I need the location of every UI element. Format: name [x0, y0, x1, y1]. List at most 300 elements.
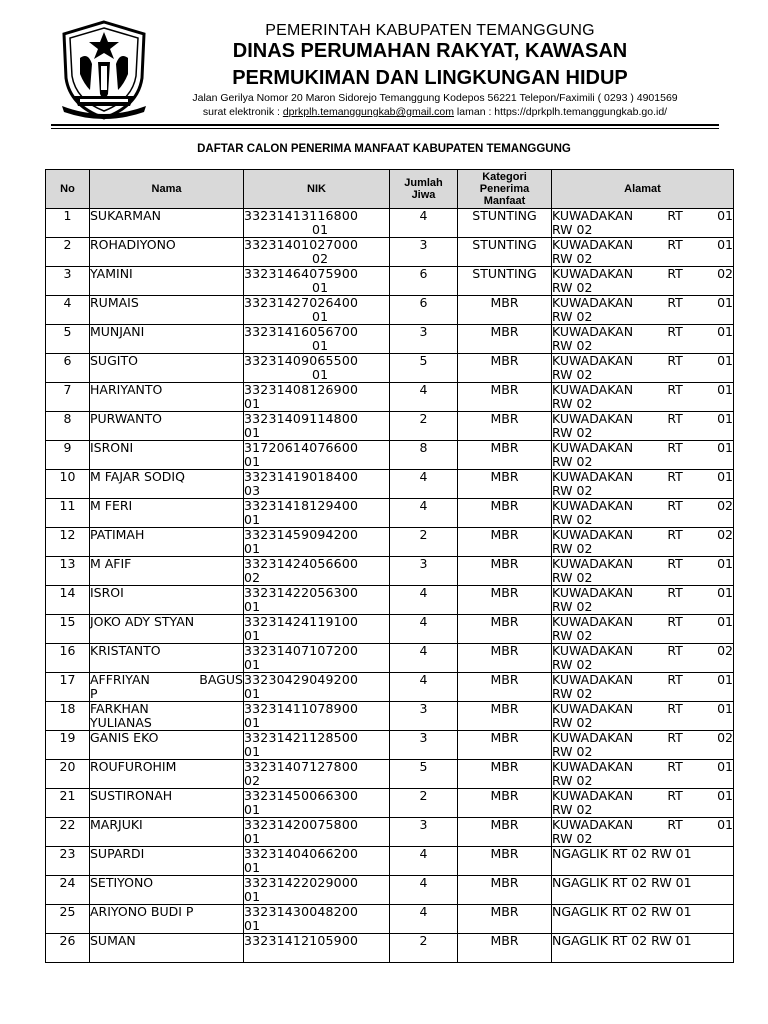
- cell-alamat: [552, 557, 734, 586]
- cell-alamat: [552, 905, 734, 934]
- cell-no: 26: [46, 934, 90, 963]
- cell-no: 1: [46, 209, 90, 238]
- table-row: [46, 557, 734, 586]
- nik-line1: 33231422029000: [244, 875, 359, 890]
- table-row: [46, 325, 734, 354]
- cell-nik: [244, 818, 390, 847]
- nik-line1: 33231424056600: [244, 556, 359, 571]
- nik-line1: 33231404066200: [244, 846, 359, 861]
- table-row: [46, 760, 734, 789]
- cell-alamat: [552, 528, 734, 557]
- header-kat-line3: Manfaat: [483, 195, 526, 207]
- cell-no: 24: [46, 876, 90, 905]
- cell-nik: [244, 702, 390, 731]
- nik-line2: 01: [244, 541, 261, 556]
- alamat-line2: RW 02: [552, 744, 593, 759]
- cell-alamat: [552, 673, 734, 702]
- cell-nama: HARIYANTO: [90, 383, 244, 412]
- cell-alamat: [552, 876, 734, 905]
- cell-jumlah-jiwa: 4: [390, 470, 458, 499]
- cell-jumlah-jiwa: 3: [390, 238, 458, 267]
- cell-no: 16: [46, 644, 90, 673]
- cell-nik: [244, 354, 390, 383]
- alamat-line1: KUWADAKAN RT 01: [552, 788, 733, 803]
- alamat-line2: RW 02: [552, 599, 593, 614]
- cell-jumlah-jiwa: 6: [390, 296, 458, 325]
- cell-nama: SUGITO: [90, 354, 244, 383]
- header-jumlah-jiwa: [390, 170, 458, 209]
- cell-no: 2: [46, 238, 90, 267]
- cell-nik: [244, 528, 390, 557]
- alamat-line2: RW 02: [552, 570, 593, 585]
- cell-alamat: [552, 238, 734, 267]
- alamat-line1: KUWADAKAN RT 01: [552, 208, 733, 223]
- alamat-line2: RW 02: [552, 222, 593, 237]
- nik-line2: 01: [244, 744, 261, 759]
- nik-line2: 01: [244, 918, 261, 933]
- email-link[interactable]: dprkplh.temanggungkab@gmail.com: [282, 106, 455, 118]
- nik-line2: 03: [244, 483, 261, 498]
- nik-line1: 33231430048200: [244, 904, 359, 919]
- alamat-line1: KUWADAKAN RT 01: [552, 382, 733, 397]
- alamat-line1: KUWADAKAN RT 01: [552, 614, 733, 629]
- alamat-line1: NGAGLIK RT 02 RW 01: [552, 846, 692, 861]
- nik-line2: 01: [244, 889, 261, 904]
- nik-line1: 33231416056700: [244, 324, 359, 339]
- cell-no: 5: [46, 325, 90, 354]
- alamat-line1: KUWADAKAN RT 01: [552, 353, 733, 368]
- cell-kategori: MBR: [458, 470, 552, 499]
- header-kategori: [458, 170, 552, 209]
- cell-jumlah-jiwa: 3: [390, 325, 458, 354]
- cell-alamat: [552, 702, 734, 731]
- table-row: [46, 818, 734, 847]
- nik-line1: 33231464075900: [244, 266, 359, 281]
- table-row: [46, 267, 734, 296]
- cell-nik: [244, 325, 390, 354]
- header-contact: [160, 106, 710, 118]
- nik-line2: 01: [244, 425, 261, 440]
- alamat-line2: RW 02: [552, 512, 593, 527]
- cell-nama: [90, 673, 244, 702]
- cell-alamat: [552, 731, 734, 760]
- cell-no: 11: [46, 499, 90, 528]
- kabupaten-temanggung-crest-icon: [58, 18, 150, 124]
- cell-kategori: STUNTING: [458, 267, 552, 296]
- header-nama: Nama: [90, 170, 244, 209]
- nik-line2: 01: [244, 831, 261, 846]
- cell-kategori: MBR: [458, 441, 552, 470]
- cell-no: 3: [46, 267, 90, 296]
- alamat-line2: RW 02: [552, 396, 593, 411]
- table-row: [46, 905, 734, 934]
- cell-alamat: [552, 441, 734, 470]
- alamat-line1: KUWADAKAN RT 02: [552, 266, 733, 281]
- cell-alamat: [552, 383, 734, 412]
- alamat-line1: KUWADAKAN RT 02: [552, 527, 733, 542]
- header-agency-line2: PERMUKIMAN DAN LINGKUNGAN HIDUP: [232, 67, 628, 89]
- cell-no: 12: [46, 528, 90, 557]
- alamat-line1: KUWADAKAN RT 01: [552, 817, 733, 832]
- cell-jumlah-jiwa: 3: [390, 818, 458, 847]
- cell-kategori: MBR: [458, 905, 552, 934]
- nik-line2: 01: [244, 396, 261, 411]
- cell-no: 8: [46, 412, 90, 441]
- nik-line2: 02: [312, 251, 329, 266]
- nik-line2: 01: [312, 309, 329, 324]
- nik-line2: 01: [312, 280, 329, 295]
- cell-nama: M AFIF: [90, 557, 244, 586]
- cell-no: 19: [46, 731, 90, 760]
- table-row: [46, 673, 734, 702]
- cell-kategori: MBR: [458, 296, 552, 325]
- table-row: [46, 412, 734, 441]
- cell-kategori: STUNTING: [458, 209, 552, 238]
- nik-line1: 33231424119100: [244, 614, 359, 629]
- nik-line1: 33231412105900: [244, 933, 359, 948]
- cell-nik: [244, 209, 390, 238]
- alamat-line2: RW 02: [552, 251, 593, 266]
- cell-kategori: MBR: [458, 731, 552, 760]
- table-row: [46, 296, 734, 325]
- cell-alamat: [552, 267, 734, 296]
- cell-nik: [244, 673, 390, 702]
- nik-line2: 01: [244, 599, 261, 614]
- cell-nama: SUMAN: [90, 934, 244, 963]
- cell-alamat: [552, 615, 734, 644]
- cell-no: 21: [46, 789, 90, 818]
- cell-alamat: [552, 847, 734, 876]
- cell-nik: [244, 586, 390, 615]
- cell-nama: KRISTANTO: [90, 644, 244, 673]
- nik-line1: 33231450066300: [244, 788, 359, 803]
- cell-kategori: MBR: [458, 557, 552, 586]
- cell-nama: ROUFUROHIM: [90, 760, 244, 789]
- cell-jumlah-jiwa: 4: [390, 499, 458, 528]
- cell-alamat: [552, 412, 734, 441]
- cell-nama: M FERI: [90, 499, 244, 528]
- cell-nama: GANIS EKO: [90, 731, 244, 760]
- nik-line2: 02: [244, 570, 261, 585]
- cell-jumlah-jiwa: 3: [390, 557, 458, 586]
- cell-no: 17: [46, 673, 90, 702]
- website-link[interactable]: https://dprkplh.temanggungkab.go.id/: [494, 106, 668, 118]
- cell-jumlah-jiwa: 4: [390, 673, 458, 702]
- alamat-line1: KUWADAKAN RT 02: [552, 643, 733, 658]
- cell-jumlah-jiwa: 3: [390, 731, 458, 760]
- alamat-line1: NGAGLIK RT 02 RW 01: [552, 904, 692, 919]
- nik-line2: 01: [244, 860, 261, 875]
- table-row: [46, 644, 734, 673]
- alamat-line2: RW 02: [552, 309, 593, 324]
- cell-kategori: MBR: [458, 789, 552, 818]
- cell-kategori: MBR: [458, 586, 552, 615]
- cell-no: 14: [46, 586, 90, 615]
- cell-alamat: [552, 325, 734, 354]
- cell-jumlah-jiwa: 4: [390, 209, 458, 238]
- letterhead: [0, 0, 768, 118]
- cell-nama: M FAJAR SODIQ: [90, 470, 244, 499]
- cell-kategori: MBR: [458, 673, 552, 702]
- cell-nama: MARJUKI: [90, 818, 244, 847]
- table-row: [46, 383, 734, 412]
- cell-no: 15: [46, 615, 90, 644]
- alamat-line2: RW 02: [552, 686, 593, 701]
- cell-nama: JOKO ADY STYAN: [90, 615, 244, 644]
- table-row: [46, 354, 734, 383]
- cell-nama: SETIYONO: [90, 876, 244, 905]
- nik-line1: 33231459094200: [244, 527, 359, 542]
- cell-nama: ISRONI: [90, 441, 244, 470]
- alamat-line2: RW 02: [552, 802, 593, 817]
- alamat-line1: KUWADAKAN RT 01: [552, 469, 733, 484]
- cell-jumlah-jiwa: 4: [390, 876, 458, 905]
- cell-jumlah-jiwa: 2: [390, 934, 458, 963]
- alamat-line1: KUWADAKAN RT 01: [552, 237, 733, 252]
- table-row: [46, 847, 734, 876]
- cell-jumlah-jiwa: 8: [390, 441, 458, 470]
- table-row: [46, 702, 734, 731]
- cell-kategori: MBR: [458, 644, 552, 673]
- cell-nama: ARIYONO BUDI P: [90, 905, 244, 934]
- cell-alamat: [552, 818, 734, 847]
- table-row: [46, 470, 734, 499]
- nik-line1: 33231421128500: [244, 730, 359, 745]
- cell-kategori: MBR: [458, 354, 552, 383]
- alamat-line2: RW 02: [552, 541, 593, 556]
- cell-no: 10: [46, 470, 90, 499]
- alamat-line2: RW 02: [552, 483, 593, 498]
- header-rule-thick: [51, 124, 719, 126]
- alamat-line1: KUWADAKAN RT 01: [552, 556, 733, 571]
- nama-line1: AFFRIYAN BAGUS: [90, 672, 243, 687]
- nik-line1: 31720614076600: [244, 440, 359, 455]
- nik-line2: 01: [312, 222, 329, 237]
- cell-nik: [244, 412, 390, 441]
- cell-alamat: [552, 354, 734, 383]
- cell-kategori: MBR: [458, 876, 552, 905]
- header-agency-line1: DINAS PERUMAHAN RAKYAT, KAWASAN: [232, 40, 628, 62]
- cell-jumlah-jiwa: 2: [390, 528, 458, 557]
- cell-nama: ISROI: [90, 586, 244, 615]
- cell-alamat: [552, 499, 734, 528]
- cell-kategori: MBR: [458, 412, 552, 441]
- cell-jumlah-jiwa: 4: [390, 615, 458, 644]
- cell-nama: PATIMAH: [90, 528, 244, 557]
- cell-nik: [244, 615, 390, 644]
- nik-line2: 02: [244, 773, 261, 788]
- nik-line2: 01: [244, 512, 261, 527]
- alamat-line1: KUWADAKAN RT 02: [552, 498, 733, 513]
- nik-line1: 33231418129400: [244, 498, 359, 513]
- table-row: [46, 499, 734, 528]
- cell-nik: [244, 644, 390, 673]
- nik-line2: 01: [244, 454, 261, 469]
- nama-line2: YULIANAS: [90, 715, 152, 730]
- alamat-line1: KUWADAKAN RT 01: [552, 585, 733, 600]
- cell-nama: MUNJANI: [90, 325, 244, 354]
- cell-no: 20: [46, 760, 90, 789]
- cell-jumlah-jiwa: 4: [390, 905, 458, 934]
- cell-nama: RUMAIS: [90, 296, 244, 325]
- cell-kategori: MBR: [458, 383, 552, 412]
- cell-nik: [244, 847, 390, 876]
- document-title: DAFTAR CALON PENERIMA MANFAAT KABUPATEN TEMANGGUNG: [197, 143, 571, 155]
- cell-nik: [244, 934, 390, 963]
- cell-alamat: [552, 209, 734, 238]
- cell-alamat: [552, 760, 734, 789]
- cell-no: 7: [46, 383, 90, 412]
- cell-nama: YAMINI: [90, 267, 244, 296]
- cell-kategori: MBR: [458, 847, 552, 876]
- cell-jumlah-jiwa: 6: [390, 267, 458, 296]
- nik-line1: 33231427026400: [244, 295, 359, 310]
- table-row: [46, 441, 734, 470]
- cell-kategori: MBR: [458, 760, 552, 789]
- nik-line1: 33231422056300: [244, 585, 359, 600]
- nik-line2: 01: [244, 628, 261, 643]
- nik-line1: 33231419018400: [244, 469, 359, 484]
- alamat-line2: RW 02: [552, 628, 593, 643]
- cell-no: 9: [46, 441, 90, 470]
- alamat-line2: RW 02: [552, 367, 593, 382]
- nik-line1: 33231409114800: [244, 411, 359, 426]
- table-row: [46, 789, 734, 818]
- header-jiwa-line2: Jiwa: [411, 189, 436, 201]
- nik-line1: 33231407127800: [244, 759, 359, 774]
- alamat-line2: RW 02: [552, 280, 593, 295]
- cell-kategori: MBR: [458, 615, 552, 644]
- cell-nik: [244, 760, 390, 789]
- nik-line1: 33231407107200: [244, 643, 359, 658]
- cell-jumlah-jiwa: 5: [390, 354, 458, 383]
- alamat-line1: KUWADAKAN RT 01: [552, 295, 733, 310]
- cell-nik: [244, 499, 390, 528]
- cell-kategori: MBR: [458, 528, 552, 557]
- cell-no: 13: [46, 557, 90, 586]
- cell-alamat: [552, 586, 734, 615]
- cell-nik: [244, 267, 390, 296]
- header-no: No: [46, 170, 90, 209]
- table-row: [46, 876, 734, 905]
- alamat-line1: KUWADAKAN RT 01: [552, 759, 733, 774]
- cell-nama: SUSTIRONAH: [90, 789, 244, 818]
- cell-alamat: [552, 789, 734, 818]
- table-row: [46, 209, 734, 238]
- nik-line1: 33231409065500: [244, 353, 359, 368]
- cell-jumlah-jiwa: 3: [390, 702, 458, 731]
- cell-no: 23: [46, 847, 90, 876]
- cell-nama: SUPARDI: [90, 847, 244, 876]
- cell-nama: PURWANTO: [90, 412, 244, 441]
- cell-no: 4: [46, 296, 90, 325]
- nik-line1: 33231420075800: [244, 817, 359, 832]
- table-row: [46, 615, 734, 644]
- alamat-line1: KUWADAKAN RT 01: [552, 672, 733, 687]
- header-alamat: Alamat: [552, 170, 734, 209]
- nik-line1: 33230429049200: [244, 672, 359, 687]
- alamat-line2: RW 02: [552, 715, 593, 730]
- alamat-line2: RW 02: [552, 773, 593, 788]
- cell-no: 6: [46, 354, 90, 383]
- cell-jumlah-jiwa: 4: [390, 383, 458, 412]
- cell-jumlah-jiwa: 2: [390, 789, 458, 818]
- cell-jumlah-jiwa: 2: [390, 412, 458, 441]
- table-row: [46, 528, 734, 557]
- alamat-line1: KUWADAKAN RT 01: [552, 411, 733, 426]
- header-address: Jalan Gerilya Nomor 20 Maron Sidorejo Temanggung Kodepos 56221 Telepon/Faximili ( 0293 ) 4901569: [192, 92, 678, 104]
- alamat-line2: RW 02: [552, 425, 593, 440]
- cell-no: 18: [46, 702, 90, 731]
- cell-nik: [244, 238, 390, 267]
- table-row: [46, 731, 734, 760]
- cell-nik: [244, 731, 390, 760]
- cell-nama: [90, 702, 244, 731]
- cell-nik: [244, 876, 390, 905]
- nik-line1: 33231408126900: [244, 382, 359, 397]
- alamat-line1: NGAGLIK RT 02 RW 01: [552, 875, 692, 890]
- nik-line2: 01: [244, 802, 261, 817]
- beneficiary-table: [45, 169, 734, 963]
- cell-no: 25: [46, 905, 90, 934]
- cell-nik: [244, 470, 390, 499]
- nik-line2: 01: [244, 657, 261, 672]
- header-government: PEMERINTAH KABUPATEN TEMANGGUNG: [265, 22, 595, 39]
- cell-nik: [244, 296, 390, 325]
- nik-line1: 33231413116800: [244, 208, 359, 223]
- cell-alamat: [552, 644, 734, 673]
- cell-nik: [244, 383, 390, 412]
- cell-alamat: [552, 470, 734, 499]
- cell-jumlah-jiwa: 4: [390, 847, 458, 876]
- alamat-line2: RW 02: [552, 657, 593, 672]
- alamat-line1: KUWADAKAN RT 01: [552, 324, 733, 339]
- table-header-row: [46, 170, 734, 209]
- cell-nik: [244, 557, 390, 586]
- cell-nik: [244, 905, 390, 934]
- nik-line1: 33231401027000: [244, 237, 359, 252]
- cell-kategori: STUNTING: [458, 238, 552, 267]
- table-row: [46, 238, 734, 267]
- cell-no: 22: [46, 818, 90, 847]
- nik-line1: 33231411078900: [244, 701, 359, 716]
- table-row: [46, 586, 734, 615]
- header-jiwa-line1: Jumlah: [404, 177, 443, 189]
- header-kat-line2: Penerima: [479, 183, 530, 195]
- alamat-line2: RW 02: [552, 831, 593, 846]
- cell-alamat: [552, 934, 734, 963]
- cell-nik: [244, 441, 390, 470]
- alamat-line1: KUWADAKAN RT 01: [552, 440, 733, 455]
- nik-line2: 01: [244, 715, 261, 730]
- nik-line2: 01: [244, 686, 261, 701]
- header-kat-line1: Kategori: [482, 171, 527, 183]
- alamat-line1: NGAGLIK RT 02 RW 01: [552, 933, 692, 948]
- cell-jumlah-jiwa: 5: [390, 760, 458, 789]
- cell-jumlah-jiwa: 4: [390, 644, 458, 673]
- cell-kategori: MBR: [458, 702, 552, 731]
- nik-line2: 01: [312, 367, 329, 382]
- alamat-line1: KUWADAKAN RT 01: [552, 701, 733, 716]
- alamat-line2: RW 02: [552, 338, 593, 353]
- cell-nik: [244, 789, 390, 818]
- cell-kategori: MBR: [458, 499, 552, 528]
- cell-kategori: MBR: [458, 325, 552, 354]
- alamat-line2: RW 02: [552, 454, 593, 469]
- cell-nama: SUKARMAN: [90, 209, 244, 238]
- alamat-line1: KUWADAKAN RT 02: [552, 730, 733, 745]
- website-label: laman :: [454, 106, 495, 118]
